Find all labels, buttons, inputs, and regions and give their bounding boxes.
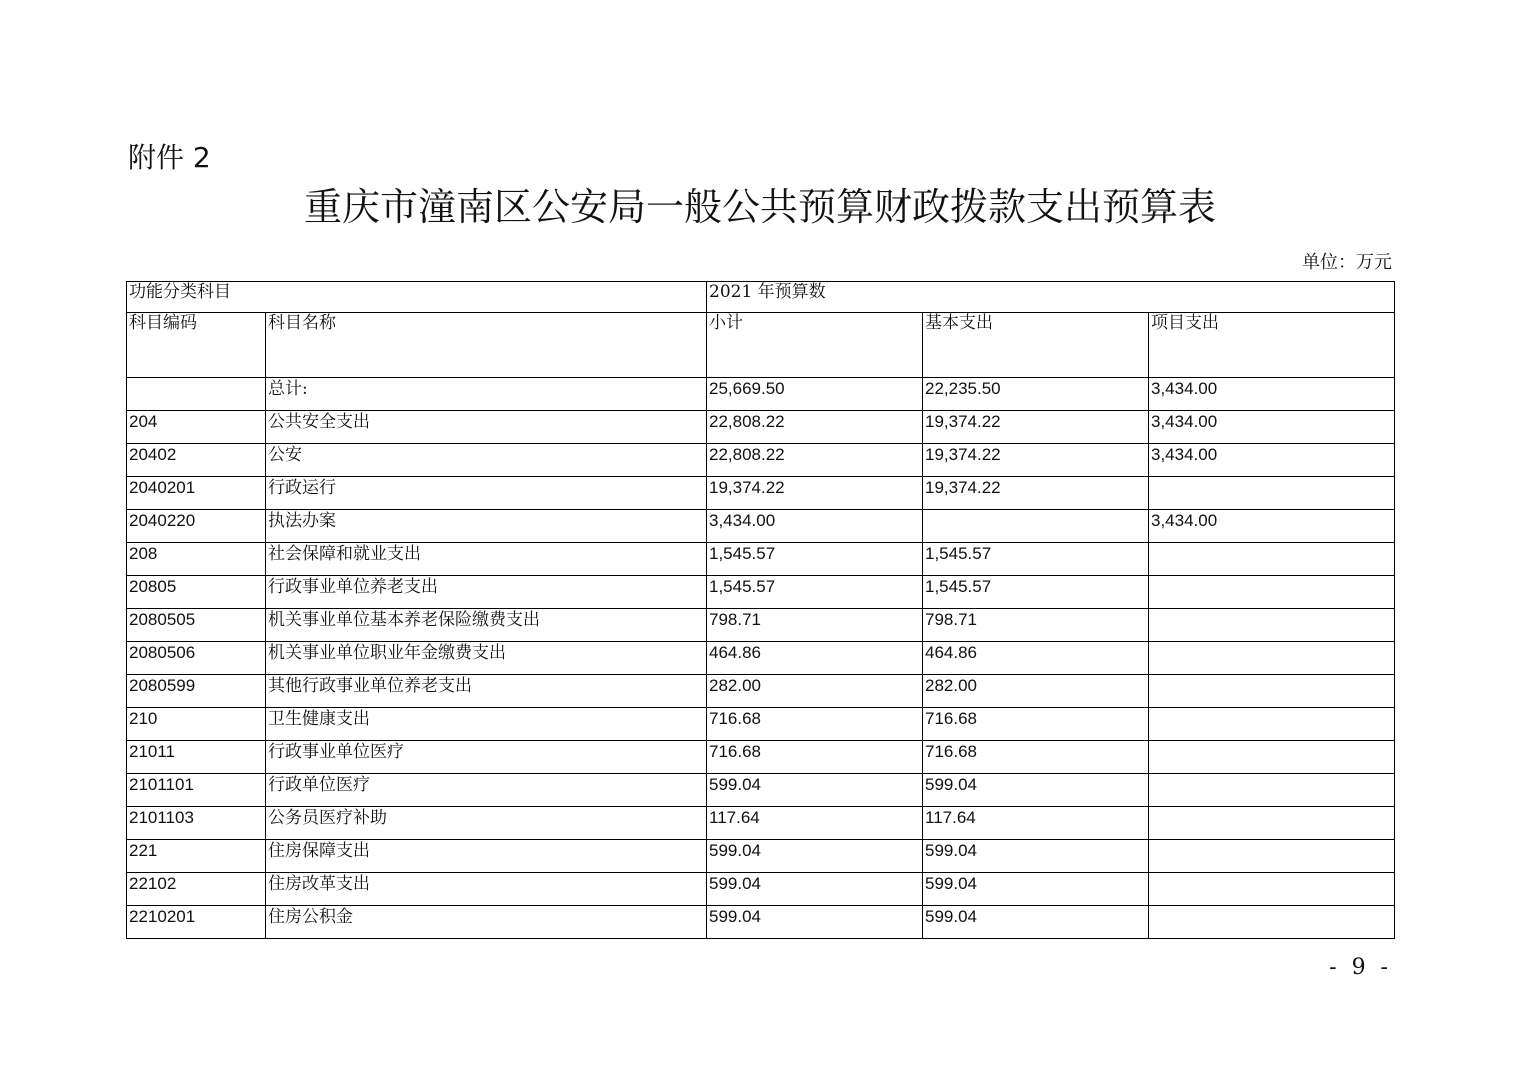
cell-code: 22102 (127, 873, 266, 906)
cell-project (1149, 642, 1395, 675)
cell-subtotal: 282.00 (707, 675, 923, 708)
cell-code: 2210201 (127, 906, 266, 939)
attachment-label: 附件 2 (128, 141, 211, 174)
cell-subtotal: 716.68 (707, 708, 923, 741)
cell-code: 221 (127, 840, 266, 873)
page-number: - 9 - (1329, 955, 1392, 980)
unit-label: 单位：万元 (1302, 252, 1392, 273)
table-row (127, 840, 1395, 873)
cell-project: 3,434.00 (1149, 378, 1395, 411)
cell-subtotal: 19,374.22 (707, 477, 923, 510)
cell-project (1149, 807, 1395, 840)
cell-name: 住房保障支出 (266, 840, 707, 873)
cell-project (1149, 840, 1395, 873)
header-function-category: 功能分类科目 (127, 282, 707, 313)
cell-project (1149, 609, 1395, 642)
table-row (127, 708, 1395, 741)
cell-subtotal: 599.04 (707, 906, 923, 939)
table-header-group-row (127, 282, 1395, 313)
cell-name: 其他行政事业单位养老支出 (266, 675, 707, 708)
cell-name: 卫生健康支出 (266, 708, 707, 741)
cell-basic: 599.04 (923, 774, 1149, 807)
cell-code: 2080506 (127, 642, 266, 675)
cell-project (1149, 906, 1395, 939)
header-subtotal: 小计 (707, 313, 923, 378)
cell-name: 机关事业单位职业年金缴费支出 (266, 642, 707, 675)
cell-project (1149, 477, 1395, 510)
header-name: 科目名称 (266, 313, 707, 378)
table-header-row (127, 313, 1395, 378)
cell-project: 3,434.00 (1149, 444, 1395, 477)
cell-name: 执法办案 (266, 510, 707, 543)
cell-project (1149, 774, 1395, 807)
table-row (127, 675, 1395, 708)
cell-basic: 464.86 (923, 642, 1149, 675)
table-row (127, 609, 1395, 642)
cell-code: 2040201 (127, 477, 266, 510)
cell-subtotal: 22,808.22 (707, 411, 923, 444)
table-row (127, 378, 1395, 411)
cell-name: 机关事业单位基本养老保险缴费支出 (266, 609, 707, 642)
cell-code: 210 (127, 708, 266, 741)
cell-code: 204 (127, 411, 266, 444)
cell-code: 2040220 (127, 510, 266, 543)
table-row (127, 576, 1395, 609)
cell-project (1149, 708, 1395, 741)
cell-basic: 19,374.22 (923, 477, 1149, 510)
cell-code: 20805 (127, 576, 266, 609)
cell-basic: 1,545.57 (923, 543, 1149, 576)
cell-basic: 19,374.22 (923, 411, 1149, 444)
header-budget-year: 2021 年预算数 (707, 282, 1395, 313)
header-basic: 基本支出 (923, 313, 1149, 378)
cell-basic: 716.68 (923, 741, 1149, 774)
cell-project (1149, 576, 1395, 609)
cell-subtotal: 1,545.57 (707, 543, 923, 576)
cell-subtotal: 3,434.00 (707, 510, 923, 543)
cell-code (127, 378, 266, 411)
table-row (127, 477, 1395, 510)
cell-code: 21011 (127, 741, 266, 774)
table-row (127, 444, 1395, 477)
cell-code: 20402 (127, 444, 266, 477)
cell-name: 住房改革支出 (266, 873, 707, 906)
table-row (127, 543, 1395, 576)
cell-project (1149, 675, 1395, 708)
document-title: 重庆市潼南区公安局一般公共预算财政拨款支出预算表 (303, 185, 1216, 229)
cell-basic: 599.04 (923, 906, 1149, 939)
cell-code: 2101101 (127, 774, 266, 807)
cell-subtotal: 1,545.57 (707, 576, 923, 609)
cell-name: 行政事业单位养老支出 (266, 576, 707, 609)
cell-subtotal: 716.68 (707, 741, 923, 774)
cell-name: 公共安全支出 (266, 411, 707, 444)
cell-basic: 19,374.22 (923, 444, 1149, 477)
cell-subtotal: 464.86 (707, 642, 923, 675)
cell-project (1149, 873, 1395, 906)
cell-basic (923, 510, 1149, 543)
cell-basic: 282.00 (923, 675, 1149, 708)
cell-name: 总计: (266, 378, 707, 411)
table-row (127, 510, 1395, 543)
cell-code: 2080505 (127, 609, 266, 642)
cell-code: 208 (127, 543, 266, 576)
cell-name: 住房公积金 (266, 906, 707, 939)
table-row (127, 642, 1395, 675)
table-row (127, 807, 1395, 840)
table-row (127, 873, 1395, 906)
table-row (127, 411, 1395, 444)
cell-subtotal: 117.64 (707, 807, 923, 840)
cell-subtotal: 798.71 (707, 609, 923, 642)
cell-name: 行政事业单位医疗 (266, 741, 707, 774)
cell-basic: 22,235.50 (923, 378, 1149, 411)
cell-project: 3,434.00 (1149, 411, 1395, 444)
cell-basic: 599.04 (923, 873, 1149, 906)
cell-subtotal: 22,808.22 (707, 444, 923, 477)
cell-basic: 1,545.57 (923, 576, 1149, 609)
cell-code: 2080599 (127, 675, 266, 708)
table-row (127, 741, 1395, 774)
cell-basic: 117.64 (923, 807, 1149, 840)
cell-name: 行政单位医疗 (266, 774, 707, 807)
cell-basic: 599.04 (923, 840, 1149, 873)
cell-project (1149, 543, 1395, 576)
cell-project (1149, 741, 1395, 774)
cell-project: 3,434.00 (1149, 510, 1395, 543)
cell-name: 公务员医疗补助 (266, 807, 707, 840)
table-row (127, 774, 1395, 807)
budget-table (126, 281, 1395, 939)
cell-subtotal: 25,669.50 (707, 378, 923, 411)
cell-basic: 716.68 (923, 708, 1149, 741)
table-row (127, 906, 1395, 939)
cell-name: 行政运行 (266, 477, 707, 510)
header-project: 项目支出 (1149, 313, 1395, 378)
cell-code: 2101103 (127, 807, 266, 840)
cell-name: 公安 (266, 444, 707, 477)
cell-name: 社会保障和就业支出 (266, 543, 707, 576)
cell-subtotal: 599.04 (707, 774, 923, 807)
cell-subtotal: 599.04 (707, 840, 923, 873)
cell-basic: 798.71 (923, 609, 1149, 642)
header-code: 科目编码 (127, 313, 266, 378)
cell-subtotal: 599.04 (707, 873, 923, 906)
